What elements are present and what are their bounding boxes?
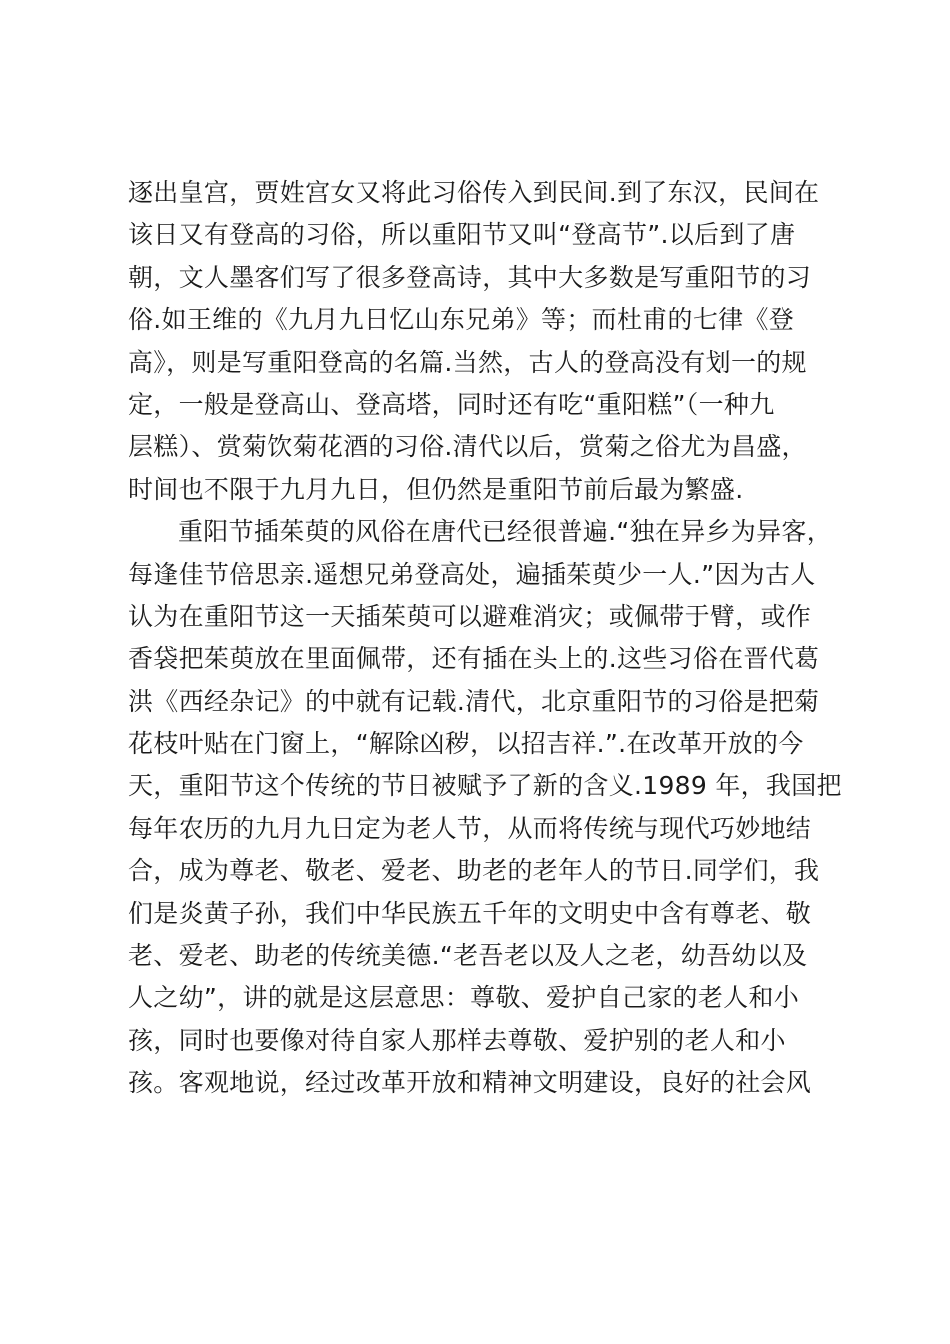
text-line: 香袋把茱萸放在里面佩带，还有插在头上的.这些习俗在晋代葛 [128,644,820,674]
text-line: 老、爱老、助老的传统美德.“老吾老以及人之老，幼吾幼以及 [128,941,808,971]
text-line: 孩。客观地说，经过改革开放和精神文明建设，良好的社会风 [128,1068,812,1098]
text-line: 每逢佳节倍思亲.遥想兄弟登高处，遍插茱萸少一人.”因为古人 [128,559,816,589]
text-line: 合，成为尊老、敬老、爱老、助老的老年人的节日.同学们，我 [128,856,820,886]
text-line: 人之幼”，讲的就是这层意思：尊敬、爱护自己家的老人和小 [128,983,800,1013]
text-line: 逐出皇宫，贾姓宫女又将此习俗传入到民间.到了东汉，民间在 [128,178,820,207]
text-line: 层糕）、赏菊饮菊花酒的习俗.清代以后，赏菊之俗尤为昌盛， [128,432,807,462]
text-line: 花枝叶贴在门窗上，“解除凶秽，以招吉祥.”.在改革开放的今 [128,729,804,759]
text-line: 天，重阳节这个传统的节日被赋予了新的含义.1989 年，我国把 [128,771,842,801]
text-line: 孩，同时也要像对待自家人那样去尊敬、爱护别的老人和小 [128,1025,786,1055]
text-line: 认为在重阳节这一天插茱萸可以避难消灾；或佩带于臂，或作 [128,601,812,631]
paragraph-1 [128,172,838,511]
text-line: 俗.如王维的《九月九日忆山东兄弟》等；而杜甫的七律《登 [128,305,795,335]
text-line: 洪《西经杂记》的中就有记载.清代，北京重阳节的习俗是把菊 [128,686,820,716]
text-line: 们是炎黄子孙，我们中华民族五千年的文明史中含有尊老、敬 [128,898,812,928]
paragraph-2 [128,511,842,1104]
text-line: 时间也不限于九月九日，但仍然是重阳节前后最为繁盛. [128,474,744,504]
text-line: 朝，文人墨客们写了很多登高诗，其中大多数是写重阳节的习 [128,262,812,292]
body-text [128,172,842,1105]
text-line: 定，一般是登高山、登高塔，同时还有吃“重阳糕”（一种九 [128,389,775,419]
text-line: 每年农历的九月九日定为老人节，从而将传统与现代巧妙地结 [128,813,812,843]
text-line: 该日又有登高的习俗，所以重阳节又叫“登高节”.以后到了唐 [128,220,796,250]
text-line: 高》，则是写重阳登高的名篇.当然，古人的登高没有划一的规 [128,347,807,377]
text-line: 重阳节插茱萸的风俗在唐代已经很普遍.“独在异乡为异客， [178,517,833,547]
